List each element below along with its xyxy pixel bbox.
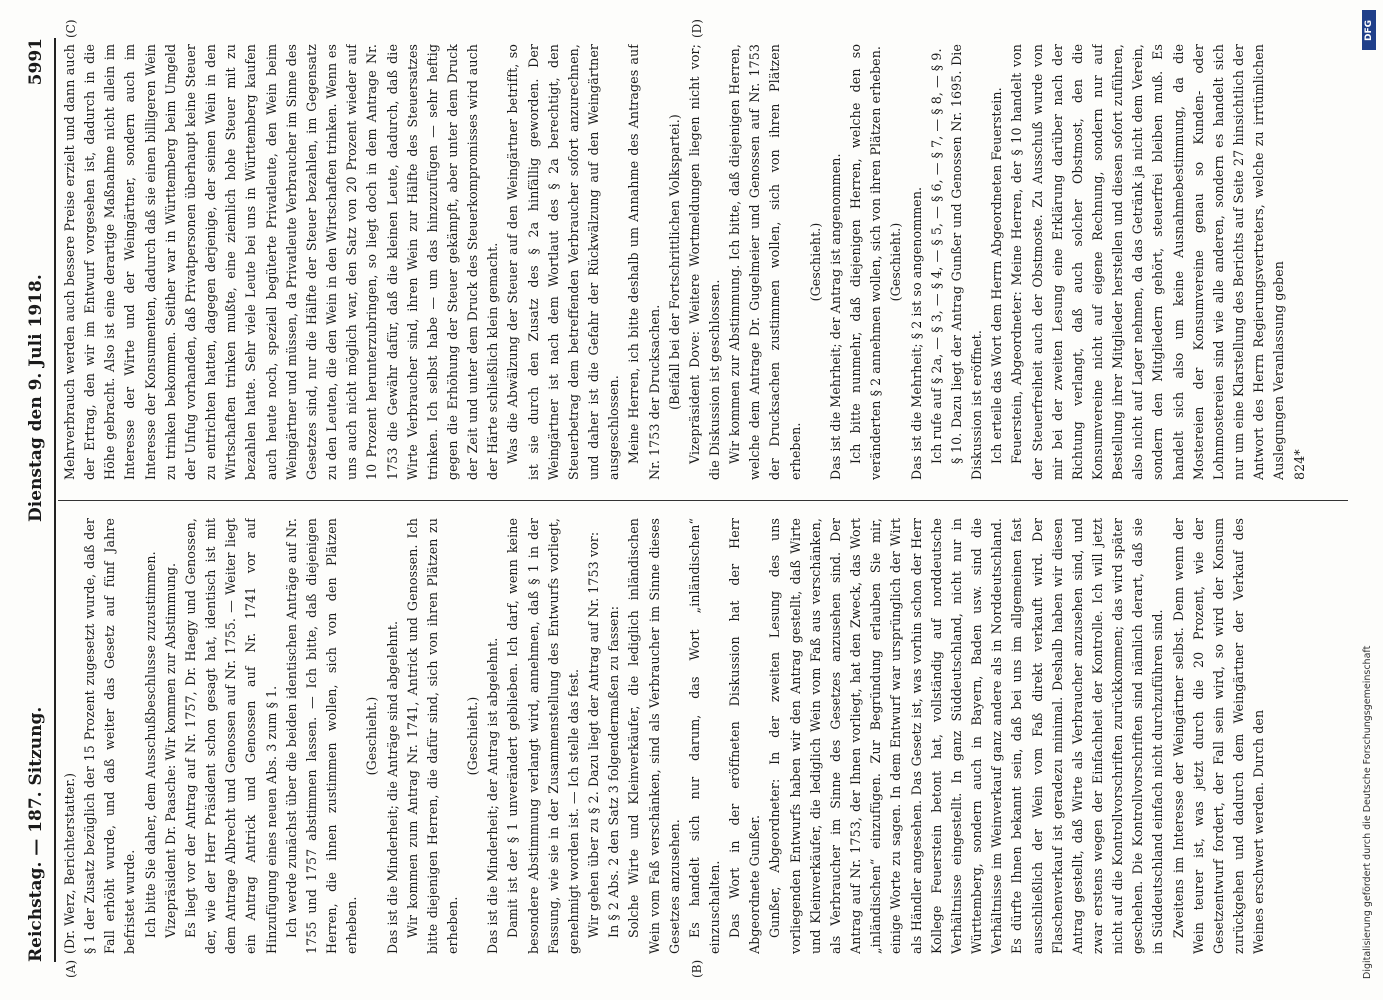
paragraph: § 10. Dazu liegt der Antrag Gunßer und Genossen Nr. 1695. Die Diskussion ist eröffnet. [948, 44, 985, 480]
paragraph: Was die Abwälzung der Steuer auf den Weingärtner betrifft, so ist sie durch den Zusatz des § 2a hinfällig geworden. Der Weingärtner ist nach dem Wortlaut des § 2a berechtigt, den Steuerbetrag dem betreffenden Verbraucher sofort anzurechnen, und daher ist die Gefahr der Rückwälzung auf den Weingärtner ausgeschlossen. [505, 44, 622, 480]
header-session: Reichstag. — 187. Sitzung. [26, 706, 46, 962]
paragraph: Feuerstein, Abgeordneter: Meine Herren, der § 10 handelt von der Steuerfreiheit auch der Obstmoste. Zu Ausschuß wurde von mir bei der zweiten Lesung eine Erklärung darüber nach der Richtung verlangt, daß auch solcher Obstmost, den die Konsumvereine nicht auf eigene Rechnung, sondern nur auf Bestellung ihrer Mitglieder herstellen und diesen sofort zuführen, also nicht auf Lager nehmen, da das Getränk ja nicht dem Verein, sondern den Mitgliedern gehört, steuerfrei bleiben muß. Es handelt sich also um keine Ausnahmebestimmung, da die Mostereien der Konsumvereine genau so Kunden- oder Lohnmostereien sind wie alle anderen, sondern es handelt sich nur um eine Klarstellung des Berichts auf Seite 27 hinsichtlich der Antwort des Herrn Regierungsvertreters, welche zu irrtümlichen Auslegungen Veranlassung geben [1009, 44, 1287, 480]
paragraph: (Geschieht.) [364, 696, 380, 776]
page-header [22, 38, 52, 962]
paragraph: Das ist die Mehrheit; § 2 ist so angenommen. [908, 186, 924, 480]
margin-marker-b: (B) [690, 959, 704, 978]
header-date: Dienstag den 9. Juli 1918. [26, 274, 46, 522]
margin-marker-a: (A) [64, 959, 78, 978]
paragraph: Mehrverbrauch werden auch bessere Preise erzielt und dann auch der Ertrag, den wir im Entwurf vorgesehen ist, dadurch in die Höhe gebracht. Also ist eine derartige Maßnahme nicht allein im Interesse der Wirte und der Weingärtner, sondern auch im Interesse der Konsumenten, dadurch daß sie einen billigeren Wein zu trinken bekommen. Seither war in Württemberg beim Umgeld der Unfug vorhanden, daß Privatpersonen überhaupt keine Steuer zu entrichten hatten, dagegen derjenige, der seinen Wein in den Wirtschaften trinken mußte, eine ziemlich hohe Steuer mit zu bezahlen hatte. Sehr viele Leute bei uns in Württemberg kaufen auch heute noch, speziell begüterte Privatleute, den Wein beim Weingärtner und müssen, da Privatleute Verbraucher im Sinne des Gesetzes sind, nur die Hälfte der Steuer bezahlen, im Gegensatz zu den Leuten, die den Wein in den Wirtschaften trinken. Wenn es uns auch nicht möglich war, den Satz von 20 Prozent wieder auf 10 Prozent herunterzubringen, so liegt doch in dem Antrage Nr. 1753 die Gewähr dafür, daß die kleinen Leute, dadurch, daß die Wirte Verbraucher sind, ihren Wein zur Hälfte des Steuersatzes trinken. Ich selbst habe — um das hinzuzufügen — sehr heftig gegen die Erhöhung der Steuer gekämpft, aber unter dem Druck der Zeit und unter dem Druck des Steuerkompromisses wird auch der Härte schließlich klein gemacht. [62, 44, 501, 480]
dfg-logo: DFG [1362, 10, 1376, 50]
paragraph: (Geschieht.) [465, 696, 481, 776]
rotated-newspaper-page [20, 20, 1365, 980]
paragraph: 824* [1291, 449, 1307, 480]
paragraph: Ich erteile das Wort dem Herrn Abgeordneten Feuerstein. [989, 87, 1005, 464]
paragraph: Das ist die Minderheit; der Antrag ist abgelehnt. [485, 637, 501, 954]
paragraph: Wir kommen zum Antrag Nr. 1741, Antrick und Genossen. Ich bitte diejenigen Herren, die dafür sind, sich von ihren Plätzen zu erheben. [404, 518, 460, 954]
paragraph: Gunßer, Abgeordneter: In der zweiten Lesung des uns vorliegenden Entwurfs haben wir den Antrag gestellt, daß Wirte und Kleinverkäufer, die lediglich Wein vom Faß aus verschänken, als Verbraucher im Sinne des Gesetzes anzusehen sind. Der Antrag auf Nr. 1753, der Ihnen vorliegt, hat den Zweck, das Wort „inländischen“ einzufügen. Zur Begründung erlauben Sie mir, einige Worte zu sagen. In dem Entwurf war ursprünglich der Wirt als Händler angesehen. Das Gesetz ist, was vorhin schon der Herr Kollege Feuerstein betont hat, vollständig auf norddeutsche Verhältnisse eingestellt. In ganz Süddeutschland, nicht nur in Württemberg, sondern auch in Bayern, Baden usw. sind die Verhältnisse im Weinverkauf ganz andere als in Norddeutschland. Es dürfte Ihnen bekannt sein, daß bei uns im allgemeinen fast ausschließlich der Wein vom Faß direkt verkauft wird. Der Flaschenverkauf ist geradezu minimal. Deshalb haben wir diesen Antrag gestellt, daß Wirte als Verbraucher anzusehen sind, und zwar erstens wegen der Einfachheit der Kontrolle. Ich will jetzt nicht auf die Kontrollvorschriften zurückkommen; das wird später geschehen. Die Kontrollvorschriften sind nämlich derart, daß sie in Süddeutschland einfach nicht durchzuführen sind. [767, 518, 1166, 954]
header-page-number: 5991 [26, 38, 46, 86]
paragraph: Ich rufe auf § 2a, — § 3, — § 4, — § 5, — § 6, — § 7, — § 8, — § 9. [928, 48, 944, 464]
paragraph: Meine Herren, ich bitte deshalb um Annahme des Antrages auf Nr. 1753 der Drucksachen. [626, 44, 662, 480]
paragraph: (Geschieht.) [888, 222, 904, 302]
header-rule [54, 38, 56, 962]
paragraph: (Dr. Werz, Berichterstatter.) [62, 772, 77, 954]
paragraph: (Beifall bei der Fortschrittlichen Volkspartei.) [666, 114, 682, 410]
paragraph: Ich bitte Sie daher, dem Ausschußbeschlusse zuzustimmen. [142, 551, 158, 938]
digitization-credit [1362, 10, 1376, 985]
margin-marker-d: (D) [690, 19, 704, 38]
paragraph: Vizepräsident Dr. Paasche: Wir kommen zur Abstimmung. [162, 562, 178, 938]
paragraph: In § 2 Abs. 2 den Satz 3 folgendermaßen zu fassen: [606, 605, 622, 938]
column-divider [58, 500, 1348, 501]
left-column [60, 518, 1350, 954]
paragraph: Solche Wirte und Kleinverkäufer, die lediglich inländischen Wein vom Faß verschänken, sind als Verbraucher im Sinne dieses Gesetzes anzusehen. [626, 518, 682, 954]
paragraph: Es handelt sich nur darum, das Wort „inländischen“ einzuschalten. [686, 518, 722, 954]
paragraph: Ich werde zunächst über die beiden identischen Anträge auf Nr. 1755 und 1757 abstimmen lassen. — Ich bitte, daß diejenigen Herren, die ihnen zustimmen wollen, sich von den Plätzen erheben. [283, 518, 360, 954]
credit-text: Digitalisierung gefördert durch die Deutsche Forschungsgemeinschaft [1362, 645, 1373, 979]
paragraph: Damit ist der § 1 unverändert geblieben. Ich darf, wenn keine besondere Abstimmung verlangt wird, annehmen, daß § 1 in der Fassung, wie sie in der Zusammenstellung des Entwurfs vorliegt, genehmigt worden ist. — Ich stelle das fest. [505, 518, 581, 954]
right-column [60, 44, 1350, 480]
paragraph: Ich bitte nunmehr, daß diejenigen Herren, welche den so veränderten § 2 annehmen wollen, sich von ihren Plätzen erheben. [848, 44, 884, 480]
paragraph: Das ist die Mehrheit; der Antrag ist angenommen. [827, 153, 843, 480]
paragraph: (Geschieht.) [807, 222, 823, 302]
margin-marker-c: (C) [64, 19, 78, 38]
paragraph: § 1 der Zusatz bezüglich der 15 Prozent zugesetzt wurde, daß der Fall erhöht wurde, und daß weiter das Gesetz auf fünf Jahre befristet wurde. [82, 518, 138, 954]
paragraph: Wir gehen über zu § 2. Dazu liegt der Antrag auf Nr. 1753 vor: [586, 531, 602, 938]
paragraph: Zweitens im Interesse der Weingärtner selbst. Denn wenn der Wein teurer ist, was jetzt durch die 20 Prozent, wie der Gesetzentwurf fordert, der Fall sein wird, so wird der Konsum zurückgehen und dadurch dem Weingärtner der Verkauf des Weines erschwert werden. Durch den [1170, 518, 1267, 954]
paragraph: Das Wort in der eröffneten Diskussion hat der Herr Abgeordnete Gunßer. [727, 518, 763, 954]
paragraph: Es liegt vor der Antrag auf Nr. 1757, Dr. Haegy und Genossen, der, wie der Herr Präsident schon gesagt hat, identisch ist mit dem Antrage Albrecht und Genossen auf Nr. 1755. — Weiter liegt ein Antrag Antrick und Genossen auf Nr. 1741 vor auf Hinzufügung eines neuen Abs. 3 zum § 1. [182, 518, 279, 954]
paragraph: Das ist die Minderheit; die Anträge sind abgelehnt. [384, 620, 400, 954]
paragraph: Vizepräsident Dove: Weitere Wortmeldungen liegen nicht vor; die Diskussion ist geschlossen. [686, 44, 722, 480]
paragraph: Wir kommen zur Abstimmung. Ich bitte, daß diejenigen Herren, welche dem Antrage Dr. Gugelmeier und Genossen auf Nr. 1753 der Drucksachen zustimmen wollen, sich von ihren Plätzen erheben. [727, 44, 803, 480]
